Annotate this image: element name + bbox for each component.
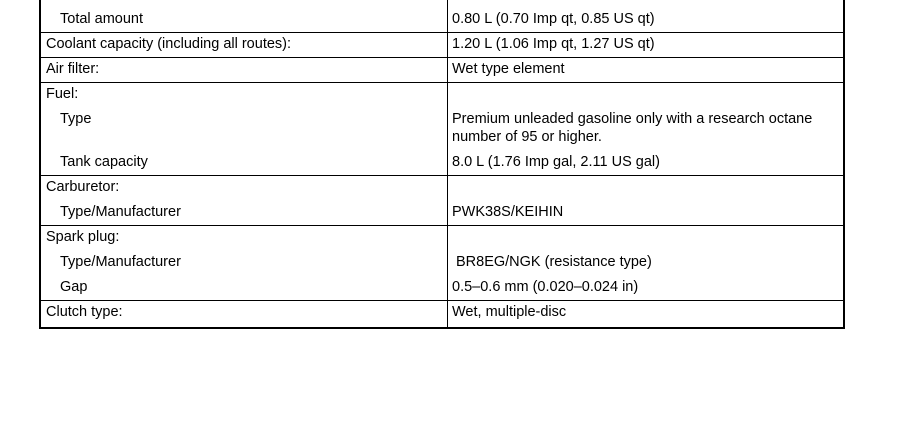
row-divider [41,57,843,58]
total-amount-value: 0.80 L (0.70 Imp qt, 0.85 US qt) [452,11,655,27]
fuel-type-value-line2: number of 95 or higher. [452,129,602,145]
row-divider [41,32,843,33]
spark-plug-label: Spark plug: [46,229,120,245]
row-divider [41,225,843,226]
clutch-type-label: Clutch type: [46,304,123,320]
row-divider [41,82,843,83]
air-filter-label: Air filter: [46,61,100,77]
row-divider [41,300,843,301]
spark-plug-gap-value: 0.5–0.6 mm (0.020–0.024 in) [452,279,639,295]
fuel-type-value-line1: Premium unleaded gasoline only with a research octane [452,111,813,127]
total-amount-label: Total amount [60,11,144,27]
carburetor-type-value: PWK38S/KEIHIN [452,204,564,220]
fuel-type-label: Type [60,111,92,127]
coolant-capacity-value: 1.20 L (1.06 Imp qt, 1.27 US qt) [452,36,655,52]
column-divider [447,0,448,327]
coolant-capacity-label: Coolant capacity (including all routes): [46,36,292,52]
fuel-tank-capacity-value: 8.0 L (1.76 Imp gal, 2.11 US gal) [452,154,660,170]
air-filter-value: Wet type element [452,61,565,77]
clutch-type-value: Wet, multiple-disc [452,304,567,320]
spark-plug-type-value: BR8EG/NGK (resistance type) [456,254,652,270]
fuel-tank-capacity-label: Tank capacity [60,154,148,170]
specifications-table [39,0,845,329]
spark-plug-gap-label: Gap [60,279,88,295]
spark-plug-type-label: Type/Manufacturer [60,254,181,270]
carburetor-label: Carburetor: [46,179,120,195]
fuel-label: Fuel: [46,86,79,102]
carburetor-type-label: Type/Manufacturer [60,204,181,220]
row-divider [41,175,843,176]
